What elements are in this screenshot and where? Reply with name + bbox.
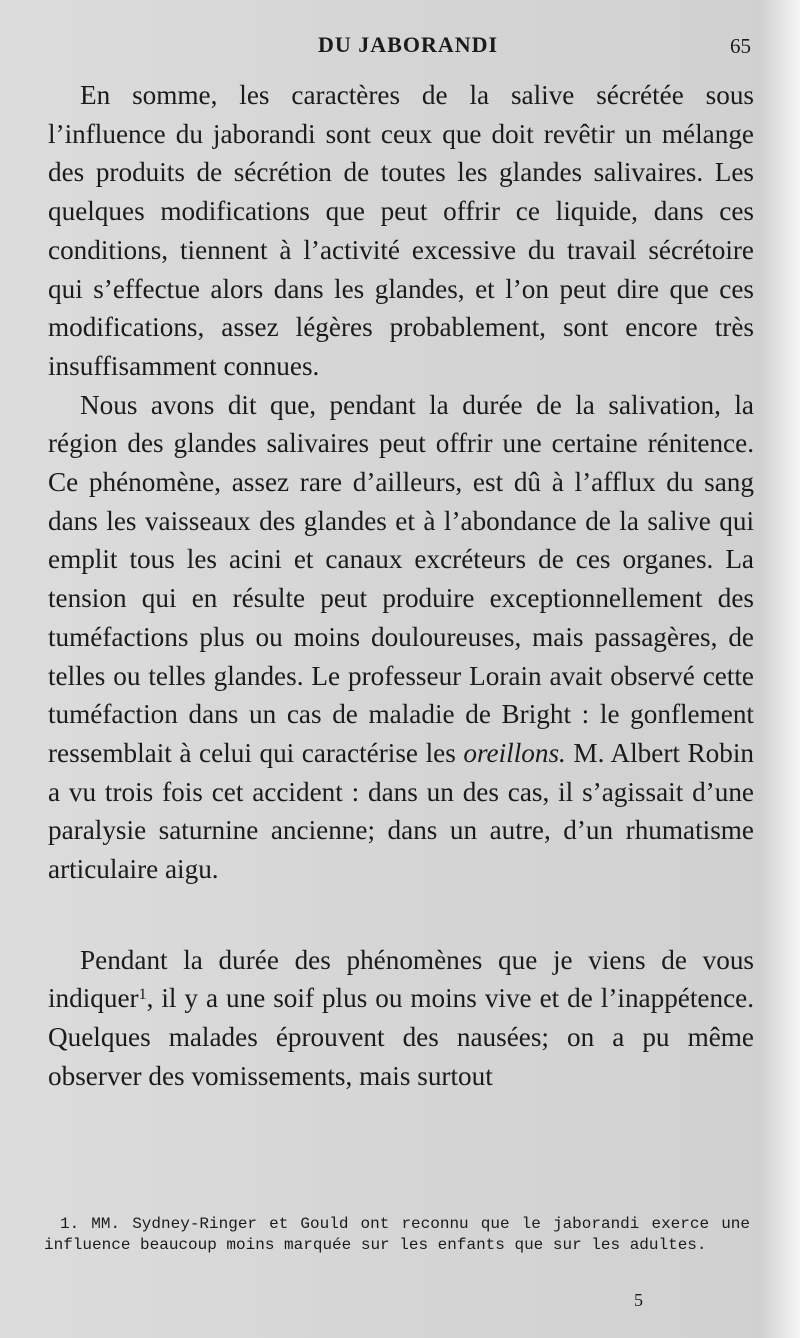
signature-mark: 5	[634, 1290, 643, 1310]
running-head	[0, 32, 800, 62]
footnote	[44, 1214, 750, 1256]
paragraph-3-text-a: Pendant la durée des phénomènes que je viens de vous indiquer	[48, 944, 754, 1014]
paragraph-3	[48, 941, 754, 1096]
main-text	[48, 76, 754, 1096]
paragraph-2	[48, 386, 754, 889]
paragraph-3-text-b: , il y a une soif plus ou moins vive et de l’inappétence. Quelques malades éprouvent des nausées; on a pu même observer des vomissements, mais surtout	[48, 983, 754, 1091]
paragraph-2-italic-term: oreillons.	[463, 737, 566, 768]
footnote-reference: 1	[138, 986, 147, 1004]
page-edge-shadow	[760, 0, 800, 1338]
paragraph-gap	[48, 889, 754, 941]
paragraph-2-text-b: M. Albert Robin a vu trois fois cet accident : dans un des cas, il s’agissait d’une paralysie saturnine ancienne; dans un autre, d’un rhumatisme articulaire aigu.	[48, 737, 754, 885]
paragraph-2-text-a: Nous avons dit que, pendant la durée de la salivation, la région des glandes salivaires peut offrir une certaine rénitence. Ce phénomène, assez rare d’ailleurs, est dû à l’afflux du sang dans les vaisseaux des glandes et à l’abondance de la salive qui emplit tous les acini et canaux excréteurs de ces organes. La tension qui en résulte peut produire exceptionnellement des tuméfactions plus ou moins douloureuses, mais passagères, de telles ou telles glandes. Le professeur Lorain avait observé cette tuméfaction dans un cas de maladie de Bright : le gonflement ressemblait à celui qui caractérise les	[48, 389, 754, 768]
footnote-text: 1. MM. Sydney-Ringer et Gould ont reconnu que le jaborandi exerce une influence beaucoup moins marquée sur les enfants que sur les adultes.	[44, 1215, 750, 1254]
paragraph-1: En somme, les caractères de la salive sécrétée sous l’influence du jaborandi sont ceux que doit revêtir un mélange des produits de sécrétion de toutes les glandes salivaires. Les quelques modifications que peut offrir ce liquide, dans ces conditions, tiennent à l’activité excessive du travail sécrétoire qui s’effectue alors dans les glandes, et l’on peut dire que ces modifications, assez légères probablement, sont encore très insuffisamment connues.	[48, 80, 754, 381]
running-title: DU JABORANDI	[318, 32, 499, 57]
page-number: 65	[730, 34, 751, 58]
